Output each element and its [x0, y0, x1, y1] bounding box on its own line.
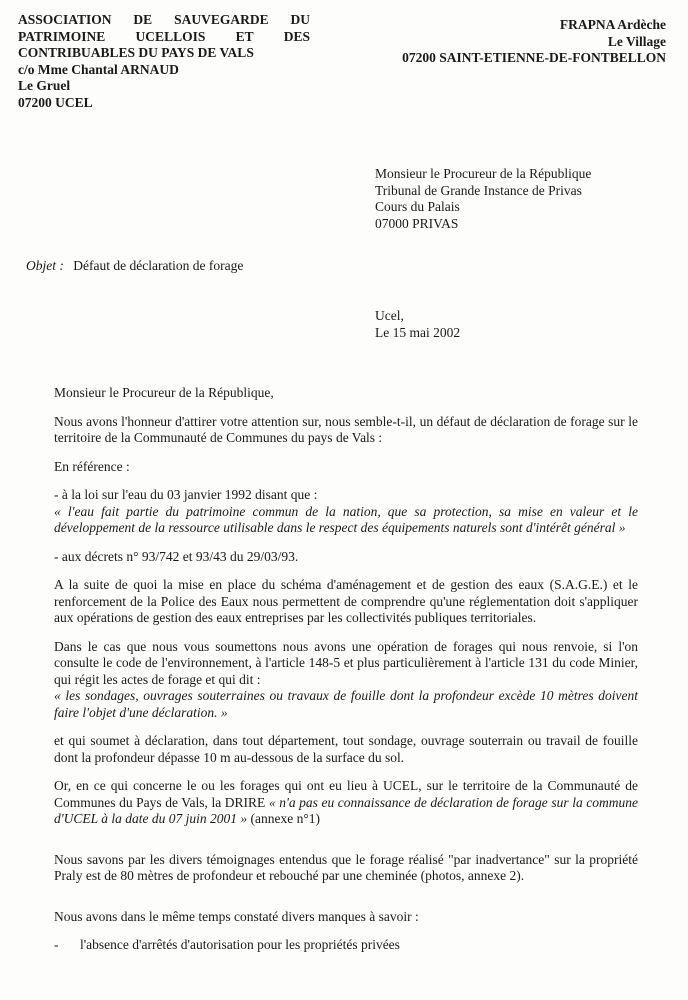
- recipient-line: 07000 PRIVAS: [375, 215, 459, 231]
- paragraph: [54, 778, 638, 828]
- paragraph: et qui soumet à déclaration, dans tout département, tout sondage, ouvrage souterrain ou travail de fouille dont la profondeur dépasse 10 m au-dessous de la surface du sol.: [54, 733, 638, 765]
- sender-line: ASSOCIATION DE SAUVEGARDE DU: [18, 12, 310, 27]
- organization-name: FRAPNA Ardèche: [559, 17, 666, 32]
- recipient-line: Tribunal de Grande Instance de Privas: [375, 182, 582, 198]
- sender-address: [18, 12, 310, 111]
- list-dash: -: [54, 937, 59, 952]
- place-date: [375, 307, 460, 341]
- paragraph: Nous avons dans le même temps constaté divers manques à savoir :: [54, 908, 419, 924]
- reference-law: - à la loi sur l'eau du 03 janvier 1992 disant que :: [54, 487, 318, 502]
- recipient-line: Monsieur le Procureur de la République: [375, 166, 592, 181]
- recipient-line: Cours du Palais: [375, 199, 460, 214]
- date: Le 15 mai 2002: [375, 325, 461, 340]
- paragraph: A la suite de quoi la mise en place du schéma d'aménagement et de gestion des eaux (S.A.G.E.) et le renforcement de la Police des Eaux nous permettent de comprendre qu'une réglementation doit s'appliquer aux opérations de gestion des eaux entreprises par les collectivités publiques territoriales.: [54, 577, 638, 625]
- subject-line: [26, 258, 243, 274]
- place: Ucel,: [375, 308, 404, 323]
- organization-address: [402, 17, 666, 67]
- reference-quote: « l'eau fait partie du patrimoine commun de la nation, que sa protection, sa mise en valeur et le développement de la ressource utilisable dans le respect des équipements naturels sont d'intérêt général »: [54, 503, 638, 535]
- organization-city: 07200 SAINT-ETIENNE-DE-FONTBELLON: [402, 50, 666, 65]
- salutation: Monsieur le Procureur de la République,: [54, 385, 274, 400]
- reference-decrees: - aux décrets n° 93/742 et 93/43 du 29/03/93.: [54, 548, 299, 564]
- drire-quote: « n'a pas eu connaissance de déclaration de forage sur la commune d'UCEL à la date du 07 juin 2001 »: [54, 794, 638, 826]
- list-item-text: l'absence d'arrêtés d'autorisation pour les propriétés privées: [80, 937, 400, 952]
- paragraph: Nous avons l'honneur d'attirer votre attention sur, nous semble-t-il, un défaut de déclaration de forage sur le territoire de la Communauté de Communes du pays de Vals :: [54, 413, 638, 445]
- sender-line: CONTRIBUABLES DU PAYS DE VALS: [18, 45, 254, 60]
- sender-line: PATRIMOINE UCELLOIS ET DES: [18, 28, 310, 44]
- subject-label: Objet :: [26, 258, 64, 273]
- code-quote: « les sondages, ouvrages souterraines ou travaux de fouille dont la profondeur excède 10 mètres doivent faire l'objet d'une déclaration. »: [54, 688, 638, 720]
- reference-intro: En référence :: [54, 458, 130, 474]
- paragraph-text: Or, en ce qui concerne le ou les forages qui ont eu lieu à UCEL, sur le territoire de la Communauté de Communes du Pays de Vals, la DRIRE: [54, 778, 638, 810]
- letter-body: [54, 385, 638, 954]
- organization-street: Le Village: [607, 33, 666, 49]
- paragraph: Dans le cas que nous vous soumettons nous avons une opération de forages qui nous renvoie, si l'on consulte le code de l'environnement, à l'article 148-5 et plus particulièrement à l'article 131 du code Minier, qui régit les actes de forage et qui dit :: [54, 638, 638, 687]
- paragraph: Nous savons par les divers témoignages entendus que le forage réalisé "par inadvertance" sur la propriété Praly est de 80 mètres de profondeur et rebouché par une cheminée (photos, annexe 2).: [54, 851, 638, 883]
- paragraph-text: (annexe n°1): [247, 811, 321, 826]
- recipient-address: [375, 166, 591, 232]
- sender-city: 07200 UCEL: [18, 94, 93, 110]
- sender-street: Le Gruel: [18, 78, 71, 93]
- subject-text: Défaut de déclaration de forage: [73, 258, 244, 273]
- list-item: [54, 937, 638, 954]
- sender-care-of: c/o Mme Chantal ARNAUD: [18, 61, 179, 77]
